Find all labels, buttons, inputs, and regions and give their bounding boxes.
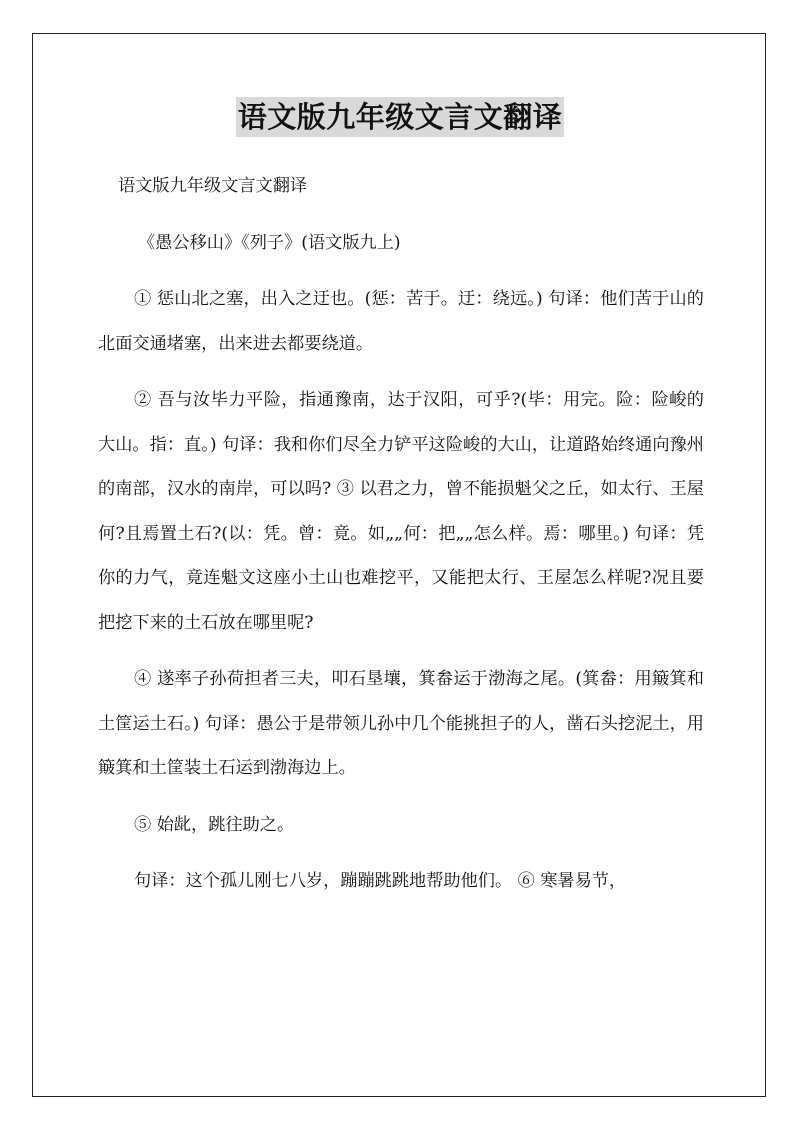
paragraph-5: 句译：这个孤儿刚七八岁，蹦蹦跳跳地帮助他们。 ⑥ 寒暑易节， [134, 871, 627, 891]
source-citation: 《愚公移山》《列子》(语文版九上) [138, 232, 401, 253]
document-body [98, 164, 704, 916]
paragraph-2: ② 吾与汝毕力平险，指通豫南，达于汉阳，可乎?(毕：用完。险：险峻的大山。指：直。) 句译：我和你们尽全力铲平这险峻的大山，让道路始终通向豫州的南部，汉水的南岸，可以吗? ③ 以君之力，曾不能损魁父之丘，如太行、王屋何?且焉置土石?(以：凭。曾：竟。如„„何：把„„怎么样。焉：哪里。) 句译：凭你的力气，竟连魁文这座小土山也难挖平，又能把太行、王屋怎么样呢?况且要把挖下来的土石放在哪里呢? [98, 390, 704, 633]
document-subtitle: 语文版九年级文言文翻译 [118, 176, 308, 196]
paragraph-1: ① 惩山北之塞，出入之迂也。(惩：苦于。迂：绕远。) 句译：他们苦于山的北面交通堵塞，出来进去都要绕道。 [98, 289, 704, 354]
paragraph-4: ⑤ 始龀，跳往助之。 [134, 814, 295, 835]
title-container [0, 97, 800, 137]
document-title: 语文版九年级文言文翻译 [236, 97, 565, 137]
paragraph-3: ④ 遂率子孙荷担者三夫，叩石垦壤，箕畚运于渤海之尾。(箕畚：用簸箕和土筐运土石。) 句译：愚公于是带领儿孙中几个能挑担子的人，凿石头挖泥土，用簸箕和土筐装土石运到渤海边上。 [98, 669, 704, 778]
